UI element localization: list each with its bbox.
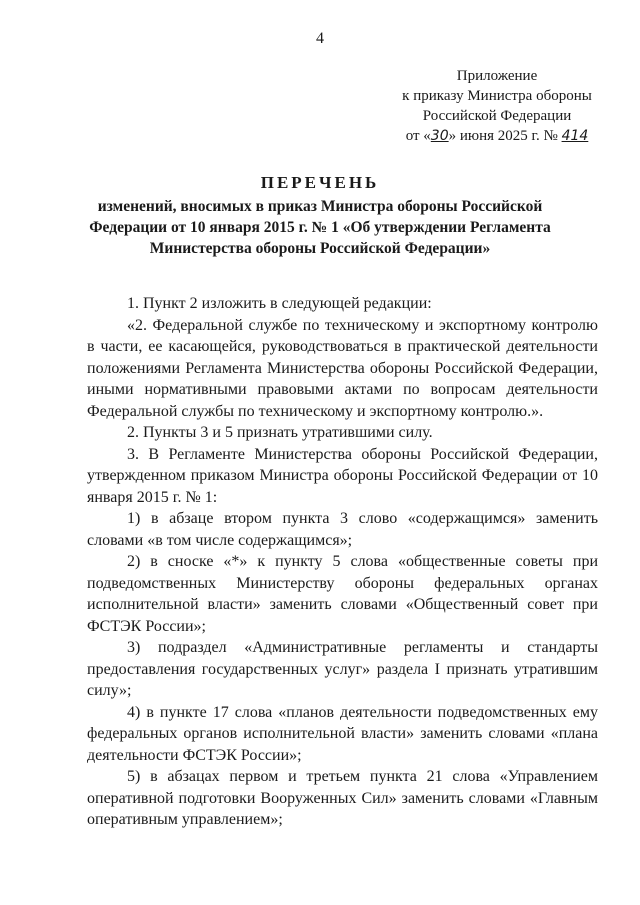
date-mid: » июня 2025 г. № xyxy=(448,128,558,144)
document-subtitle: изменений, вносимых в приказ Министра обороны Российской Федерации от 10 января 2015 г. № 1 «Об утверждении Регламента Министерства обороны Российской Федерации» xyxy=(89,198,551,257)
appendix-line-2: к приказу Министра обороны xyxy=(402,88,592,104)
paragraph: 3. В Регламенте Министерства обороны Российской Федерации, утвержденном приказом Министра обороны Российской Федерации от 10 января 2015 г. № 1: xyxy=(87,445,598,506)
paragraph: 5) в абзацах первом и третьем пункта 21 слова «Управлением оперативной подготовки Вооруженных Сил» заменить словами «Главным оперативным управлением»; xyxy=(87,768,598,828)
appendix-header xyxy=(392,66,602,146)
appendix-line-1: Приложение xyxy=(456,68,538,84)
paragraph: 2) в сноске «*» к пункту 5 слова «общественные советы при подведомственных Министерству обороны федеральных органах исполнительной власти» заменить словами «Общественный совет при ФСТЭК России»; xyxy=(87,553,598,635)
appendix-date-line xyxy=(392,126,602,146)
page-number: 4 xyxy=(316,30,324,47)
appendix-line-3: Российской Федерации xyxy=(422,108,572,124)
date-prefix: от « xyxy=(405,128,431,144)
paragraph: 2. Пункты 3 и 5 признать утратившими силу. xyxy=(127,424,433,441)
document-title: ПЕРЕЧЕНЬ xyxy=(260,173,380,192)
document-body xyxy=(87,293,598,831)
handwritten-order-number: 414 xyxy=(561,128,589,144)
paragraph: 3) подраздел «Административные регламенты и стандарты предоставления государственных услуг» раздела I признать утратившим силу»; xyxy=(87,639,598,699)
paragraph: 1) в абзаце втором пункта 3 слово «содержащимся» заменить словами «в том числе содержащимся»; xyxy=(87,510,598,549)
paragraph: «2. Федеральной службе по техническому и экспортному контролю в части, ее касающейся, руководствоваться в практической деятельности положениями Регламента Министерства обороны Российской Федерации, иными нормативными правовыми актами по вопросам деятельности Федеральной службы по техническому и экспортному контролю.». xyxy=(87,316,598,420)
handwritten-day: 30 xyxy=(430,128,449,144)
paragraph: 4) в пункте 17 слова «планов деятельности подведомственных ему федеральных органов исполнительной власти» заменить словами «плана деятельности ФСТЭК России»; xyxy=(87,703,598,764)
paragraph: 1. Пункт 2 изложить в следующей редакции: xyxy=(127,295,432,312)
